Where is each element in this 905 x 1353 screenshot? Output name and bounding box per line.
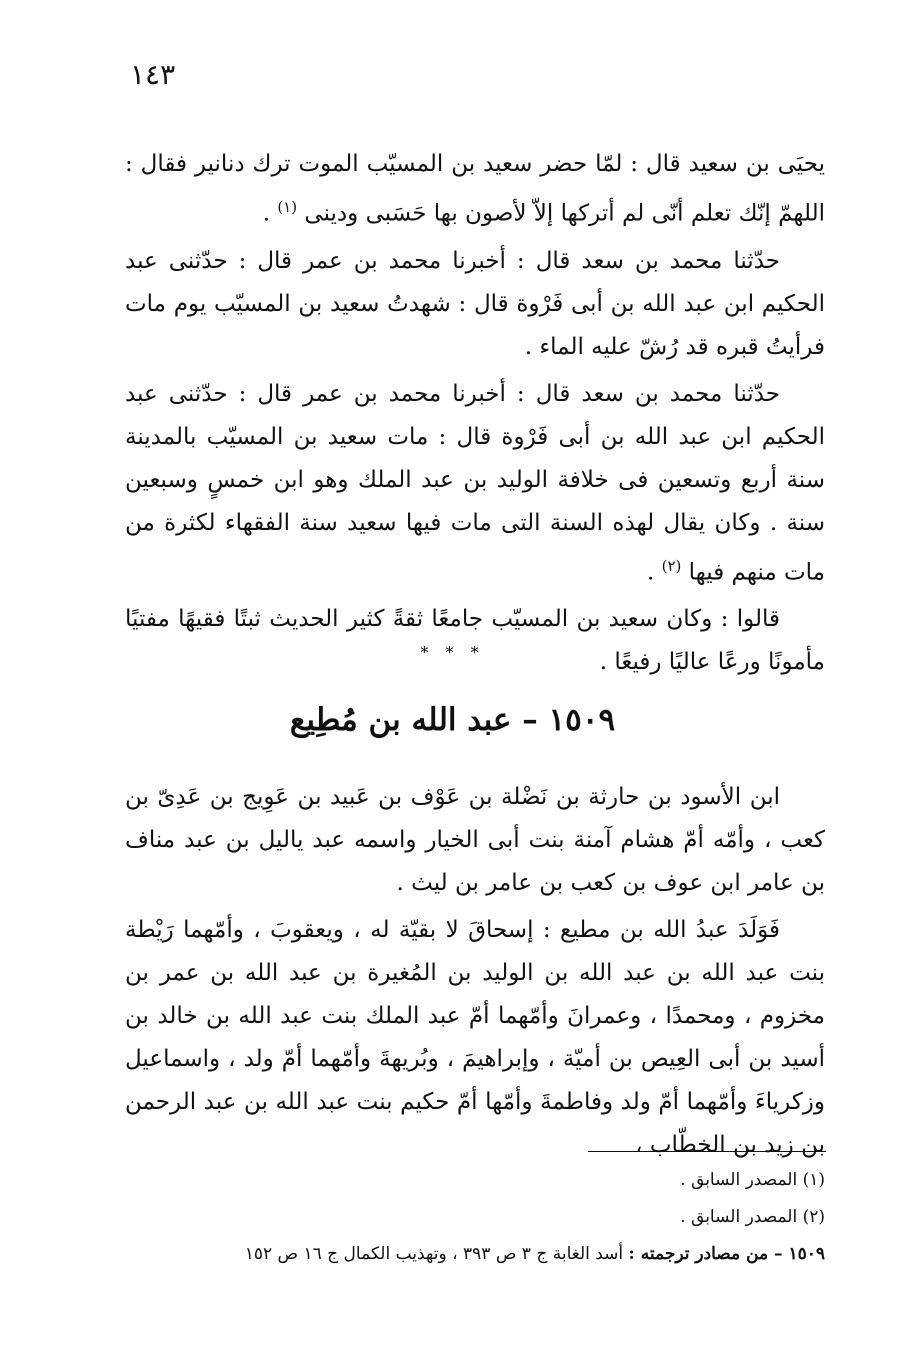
paragraph: حدّثنا محمد بن سعد قال : أخبرنا محمد بن عمر قال : حدّثنى عبد الحكيم ابن عبد الله بن أبى فَرْوة قال : شهدتُ سعيد بن المسيّب يوم مات فرأيتُ قبره قد رُشّ عليه الماء . [125,247,825,360]
source-note [125,1236,825,1273]
footnote-divider [588,1151,826,1152]
paragraph-text: يحيَى بن سعيد قال : لمّا حضر سعيد بن المسيّب الموت ترك دنانير فقال : اللهمّ إنّك تعلم أنّى لم أتركها إلاّ لأصون بها حَسَبى ودينى [125,151,825,227]
paragraph: قالوا : وكان سعيد بن المسيّب جامعًا ثقةً كثير الحديث ثبتًا فقيهًا مفتيًا مأمونًا ورعًا عاليًا رفيعًا . [125,606,825,676]
footnote: (٢) المصدر السابق . [680,1207,825,1227]
footnote-ref: (٢) [661,556,682,575]
paragraph [125,143,825,236]
source-note-text: أسد الغابة ج ٣ ص ٣٩٣ ، وتهذيب الكمال ج ١٦ ص ١٥٢ [244,1244,629,1264]
source-note-label: ١٥٠٩ – من مصادر ترجمته : [628,1244,825,1264]
footnote: (١) المصدر السابق . [680,1170,825,1190]
section-heading: ١٥٠٩ – عبد الله بن مُطِيع [289,702,616,738]
page-number: ١٤٣ [130,58,176,91]
paragraph: ابن الأسود بن حارثة بن نَضْلة بن عَوْف بن عَبيد بن عَوِيج بن عَدِىّ بن كعب ، وأمّه أمّ هشام آمنة بنت أبى الخيار واسمه عبد ياليل بن عبد مناف بن عامر ابن عوف بن كعب بن عامر بن ليث . [125,784,825,896]
bottom-text-block [125,776,825,1171]
footnote-ref: (١) [277,198,298,216]
paragraph: فَوَلَدَ عبدُ الله بن مطيع : إسحاقَ لا بقيّة له ، ويعقوبَ ، وأمّهما رَيْطة بنت عبد الله بن عبد الله بن الوليد بن المُغيرة بن عبد الله بن عمر بن مخزوم ، ومحمدًا ، وعمرانَ وأمّهما أمّ عبد الملك بنت عبد الله بن خالد بن أسيد بن أبى العِيص بن أميّة ، وإبراهيمَ ، وبُريهةَ وأمّهما أمّ ولد ، واسماعيل وزكرياءَ وأمّهما أمّ ولد وفاطمةَ وأمّها أمّ حكيم بنت عبد الله بن عبد الرحمن بن زيد بن الخطّاب ، [125,917,825,1158]
paragraph-text: حدّثنا محمد بن سعد قال : أخبرنا محمد بن عمر قال : حدّثنى عبد الحكيم ابن عبد الله بن أبى فَرْوة قال : مات سعيد بن المسيّب بالمدينة سنة أربع وتسعين فى خلافة الوليد بن عبد الملك وهو ابن خمسٍ وسبعين سنة . وكان يقال لهذه السنة التى مات فيها سعيد سنة الفقهاء لكثرة من مات منهم فيها [125,380,825,586]
top-text-block [125,143,825,688]
paragraph [125,373,825,595]
section-separator: * * * [420,643,485,662]
paragraph-end: . [646,559,662,586]
paragraph-end: . [262,200,278,227]
footnotes [125,1162,825,1273]
